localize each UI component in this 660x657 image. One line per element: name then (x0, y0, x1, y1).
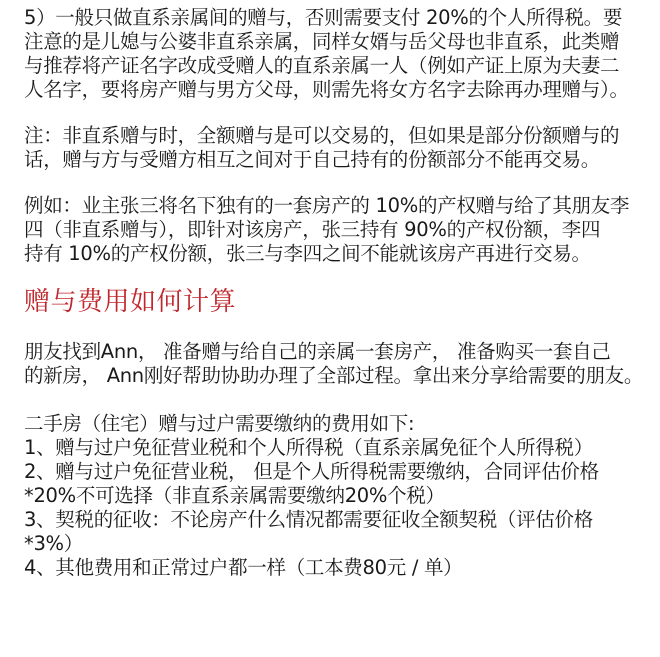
text-line: 人名字，要将房产赠与男方父母，则需先将女方名字去除再办理赠与）。 (24, 78, 629, 101)
text-line: 朋友找到Ann， 准备赠与给自己的亲属一套房产， 准备购买一套自己 (24, 340, 611, 363)
article-body (24, 6, 654, 580)
text-line: 注意的是儿媳与公婆非直系亲属，同样女婿与岳父母也非直系，此类赠 (24, 30, 620, 53)
section-heading-fees: 赠与费用如何计算 (24, 287, 237, 317)
fee-item-1: 1、赠与过户免征营业税和个人所得税（直系亲属免征个人所得税） (24, 436, 593, 459)
paragraph-example (24, 194, 654, 266)
text-line: 话，赠与方与受赠方相互之间对于自己持有的份额部分不能再交易。 (24, 148, 601, 171)
paragraph-note (24, 124, 654, 172)
text-line: 注：非直系赠与时，全额赠与是可以交易的，但如果是部分份额赠与的 (24, 124, 620, 147)
spacer (24, 318, 654, 340)
fee-list-title: 二手房（住宅）赠与过户需要缴纳的费用如下: (24, 412, 415, 435)
text-line: 四（非直系赠与），即针对该房产，张三持有 90%的产权份额，李四 (24, 218, 601, 241)
text-line: 的新房， Ann刚好帮助协助办理了全部过程。拿出来分享给需要的朋友。 (24, 364, 644, 387)
spacer (24, 388, 654, 412)
spacer (24, 266, 654, 286)
spacer (24, 172, 654, 194)
text-line: 与推荐将产证名字改成受赠人的直系亲属一人（例如产证上原为夫妻二 (24, 54, 620, 77)
fee-item-3: 3、契税的征收：不论房产什么情况都需要征收全额契税（评估价格 (24, 508, 593, 531)
fee-item-2: 2、赠与过户免征营业税， 但是个人所得税需要缴纳，合同评估价格 (24, 460, 599, 483)
paragraph-intro (24, 340, 654, 388)
fee-item-2-continued: *20%不可选择（非直系亲属需要缴纳20%个税） (24, 484, 445, 507)
text-line: 持有 10%的产权份额，张三与李四之间不能就该房产再进行交易。 (24, 242, 591, 265)
paragraph-direct-relative-gift (24, 6, 654, 102)
spacer (24, 102, 654, 124)
text-line: 5）一般只做直系亲属间的赠与，否则需要支付 20%的个人所得税。要 (24, 6, 623, 29)
fee-list (24, 412, 654, 580)
fee-item-3-continued: *3%） (24, 532, 83, 555)
fee-item-4: 4、其他费用和正常过户都一样（工本费80元 / 单） (24, 556, 463, 579)
text-line: 例如：业主张三将名下独有的一套房产的 10%的产权赠与给了其朋友李 (24, 194, 630, 217)
